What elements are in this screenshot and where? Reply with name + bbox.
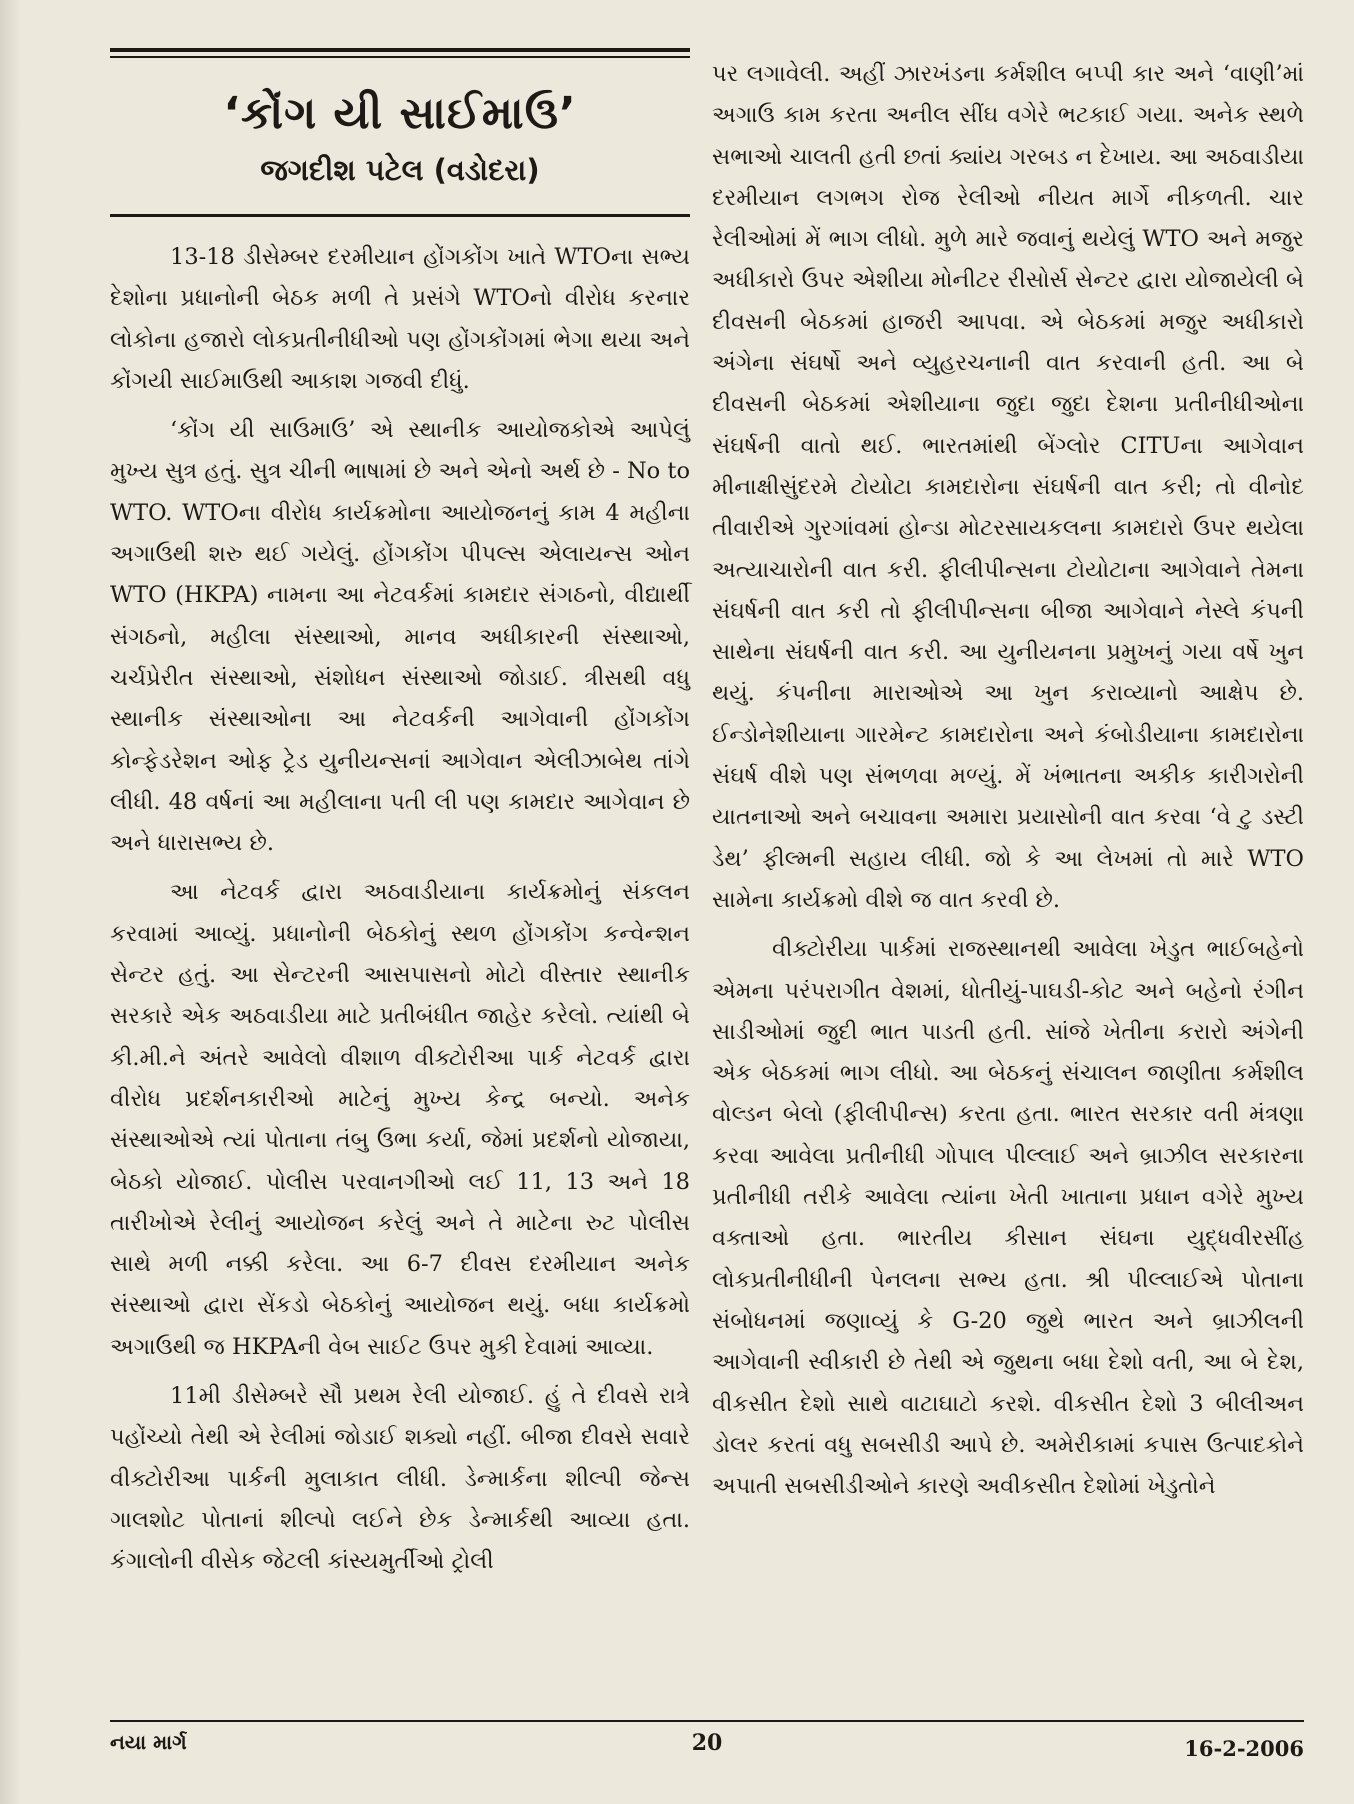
paragraph: ‘કોંગ યી સાઉમાઉ’ એ સ્થાનીક આયોજકોએ આપેલું મુખ્ય સુત્ર હતું. સુત્ર ચીની ભાષામાં છે અને એનો અર્થ છે - No to WTO. WTOના વીરોધ કાર્યક્રમોના આયોજનનું કામ 4 મહીના અગાઉથી શરુ થઈ ગયેલું. હોંગકોંગ પીપલ્સ એલાયન્સ ઓન WTO (HKPA) નામના આ નેટવર્કમાં કામદાર સંગઠનો, વીદ્યાર્થી સંગઠનો, મહીલા સંસ્થાઓ, માનવ અધીકારની સંસ્થાઓ, ચર્ચપ્રેરીત સંસ્થાઓ, સંશોધન સંસ્થાઓ જોડાઈ. ત્રીસથી વધુ સ્થાનીક સંસ્થાઓના આ નેટવર્કની આગેવાની હોંગકોંગ કોન્ફેડરેશન ઓફ ટ્રેડ યુનીયન્સનાં આગેવાન એલીઝાબેથ તાંગે લીધી. 48 વર્ષનાં આ મહીલાના પતી લી પણ કામદાર આગેવાન છે અને ધારાસભ્ય છે. (110, 417, 690, 857)
issue-date: 16-2-2006 (1184, 1736, 1304, 1761)
publication-name: નયા માર્ગ (110, 1730, 187, 1754)
title-top-rule (110, 48, 690, 58)
paragraph: વીક્ટોરીયા પાર્કમાં રાજસ્થાનથી આવેલા ખેડુત ભાઈબહેનો એમના પરંપરાગીત વેશમાં, ધોતીયું-પાઘડી-કોટ અને બહેનો રંગીન સાડીઓમાં જુદી ભાત પાડતી હતી. સાંજે ખેતીના કરારો અંગેની એક બેઠકમાં ભાગ લીધો. આ બેઠકનું સંચાલન જાણીતા કર્મશીલ વોલ્ડન બેલો (ફીલીપીન્સ) કરતા હતા. ભારત સરકાર વતી મંત્રણા કરવા આવેલા પ્રતીનીધી ગોપાલ પીલ્લાઈ અને બ્રાઝીલ સરકારના પ્રતીનીધી તરીકે આવેલા ત્યાંના ખેતી ખાતાના પ્રધાન વગેરે મુખ્ય વક્તાઓ હતા. ભારતીય કીસાન સંઘના યુદ્ધવીરસીંહ લોકપ્રતીનીધીની પેનલના સભ્ય હતા. શ્રી પીલ્લાઈએ પોતાના સંબોધનમાં જણાવ્યું કે G-20 જુથે ભારત અને બ્રાઝીલની આગેવાની સ્વીકારી છે તેથી એ જુથના બધા દેશો વતી, આ બે દેશ, વીકસીત દેશો સાથે વાટાઘાટો કરશે. વીકસીત દેશો 3 બીલીઅન ડોલર કરતાં વધુ સબસીડી આપે છે. અમેરીકામાં કપાસ ઉત્પાદકોને અપાતી સબસીડીઓને કારણે અવીકસીત દેશોમાં ખેડુતોને (712, 936, 1304, 1500)
paragraph: આ નેટવર્ક દ્વારા અઠવાડીયાના કાર્યક્રમોનું સંકલન કરવામાં આવ્યું. પ્રધાનોની બેઠકોનું સ્થળ હોંગકોંગ કન્વેન્શન સેન્ટર હતું. આ સેન્ટરની આસપાસનો મોટો વીસ્તાર સ્થાનીક સરકારે એક અઠવાડીયા માટે પ્રતીબંધીત જાહેર કરેલો. ત્યાંથી બે કી.મી.ને અંતરે આવેલો વીશાળ વીક્ટોરીઆ પાર્ક નેટવર્ક દ્વારા વીરોધ પ્રદર્શનકારીઓ માટેનું મુખ્ય કેન્દ્ર બન્યો. અનેક સંસ્થાઓએ ત્યાં પોતાના તંબુ ઉભા કર્યા, જેમાં પ્રદર્શનો યોજાયા, બેઠકો યોજાઈ. પોલીસ પરવાનગીઓ લઈ 11, 13 અને 18 તારીખોએ રેલીનું આયોજન કરેલું અને તે માટેના રુટ પોલીસ સાથે મળી નક્કી કરેલા. આ 6-7 દીવસ દરમીયાન અનેક સંસ્થાઓ દ્વારા સેંકડો બેઠકોનું આયોજન થયું. બધા કાર્યક્રમો અગાઉથી જ HKPAની વેબ સાઈટ ઉપર મુકી દેવામાં આવ્યા. (110, 879, 690, 1360)
paragraph: પર લગાવેલી. અહીં ઝારખંડના કર્મશીલ બપ્પી કાર અને ‘વાણી’માં અગાઉ કામ કરતા અનીલ સીંઘ વગેરે ભટકાઈ ગયા. અનેક સ્થળે સભાઓ ચાલતી હતી છતાં ક્યાંય ગરબડ ન દેખાય. આ અઠવાડીયા દરમીયાન લગભગ રોજ રેલીઓ નીયત માર્ગે નીકળતી. ચાર રેલીઓમાં મેં ભાગ લીધો. મુળે મારે જવાનું થયેલું WTO અને મજુર અધીકારો ઉપર એશીયા મોનીટર રીસોર્સ સેન્ટર દ્વારા યોજાયેલી બે દીવસની બેઠકમાં હાજરી આપવા. એ બેઠકમાં મજુર અધીકારો અંગેના સંઘર્ષો અને વ્યુહરચનાની વાત કરવાની હતી. આ બે દીવસની બેઠકમાં એશીયાના જુદા જુદા દેશના પ્રતીનીધીઓના સંઘર્ષની વાતો થઈ. ભારતમાંથી બેંગ્લોર CITUના આગેવાન મીનાક્ષીસુંદરમે ટોયોટા કામદારોના સંઘર્ષની વાત કરી; તો વીનોદ તીવારીએ ગુરગાંવમાં હોન્ડા મોટરસાયકલના કામદારો ઉપર થયેલા અત્યાચારોની વાત કરી. ફીલીપીન્સના ટોયોટાના આગેવાને તેમના સંઘર્ષની વાત કરી તો ફીલીપીન્સના બીજા આગેવાને નેસ્લે કંપની સાથેના સંઘર્ષની વાત કરી. આ યુનીયનના પ્રમુખનું ગયા વર્ષે ખુન થયું. કંપનીના મારાઓએ આ ખુન કરાવ્યાનો આક્ષેપ છે. ઈન્ડોનેશીયાના ગારમેન્ટ કામદારોના અને કંબોડીયાના કામદારોના સંઘર્ષ વીશે પણ સંભળવા મળ્યું. મેં ખંભાતના અકીક કારીગરોની યાતનાઓ અને બચાવના અમારા પ્રયાસોની વાત કરવા ‘વે ટુ ડસ્ટી ડેથ’ ફીલ્મની સહાય લીધી. જો કે આ લેખમાં તો મારે WTO સામેના કાર્યક્રમો વીશે જ વાત કરવી છે. (712, 61, 1304, 913)
title-bottom-rule (110, 214, 690, 217)
right-column (712, 54, 1304, 1507)
article-title: ‘કોંગ યી સાઈમાઉ’ (223, 88, 577, 139)
paragraph: 11મી ડીસેમ્બરે સૌ પ્રથમ રેલી યોજાઈ. હું તે દીવસે રાત્રે પહોંચ્યો તેથી એ રેલીમાં જોડાઈ શક્યો નહીં. બીજા દીવસે સવારે વીક્ટોરીઆ પાર્કની મુલાકાત લીધી. ડેન્માર્કના શીલ્પી જેન્સ ગાલશોટ પોતાનાં શીલ્પો લઈને છેક ડેન્માર્કથી આવ્યા હતા. કંગાલોની વીસેક જેટલી કાંસ્યમુર્તીઓ ટ્રોલી (110, 1383, 690, 1575)
footer-rule (110, 1720, 1304, 1722)
page-number: 20 (691, 1730, 723, 1756)
scan-edge (0, 0, 22, 1804)
paragraph: 13-18 ડીસેમ્બર દરમીયાન હોંગકોંગ ખાતે WTOના સભ્ય દેશોના પ્રધાનોની બેઠક મળી તે પ્રસંગે WTOનો વીરોધ કરનાર લોકોના હજારો લોકપ્રતીનીધીઓ પણ હોંગકોંગમાં ભેગા થયા અને કોંગયી સાઈમાઉથી આકાશ ગજવી દીધું. (110, 244, 690, 394)
left-column (110, 48, 690, 1583)
article-byline: જગદીશ પટેલ (વડોદરા) (260, 153, 540, 187)
